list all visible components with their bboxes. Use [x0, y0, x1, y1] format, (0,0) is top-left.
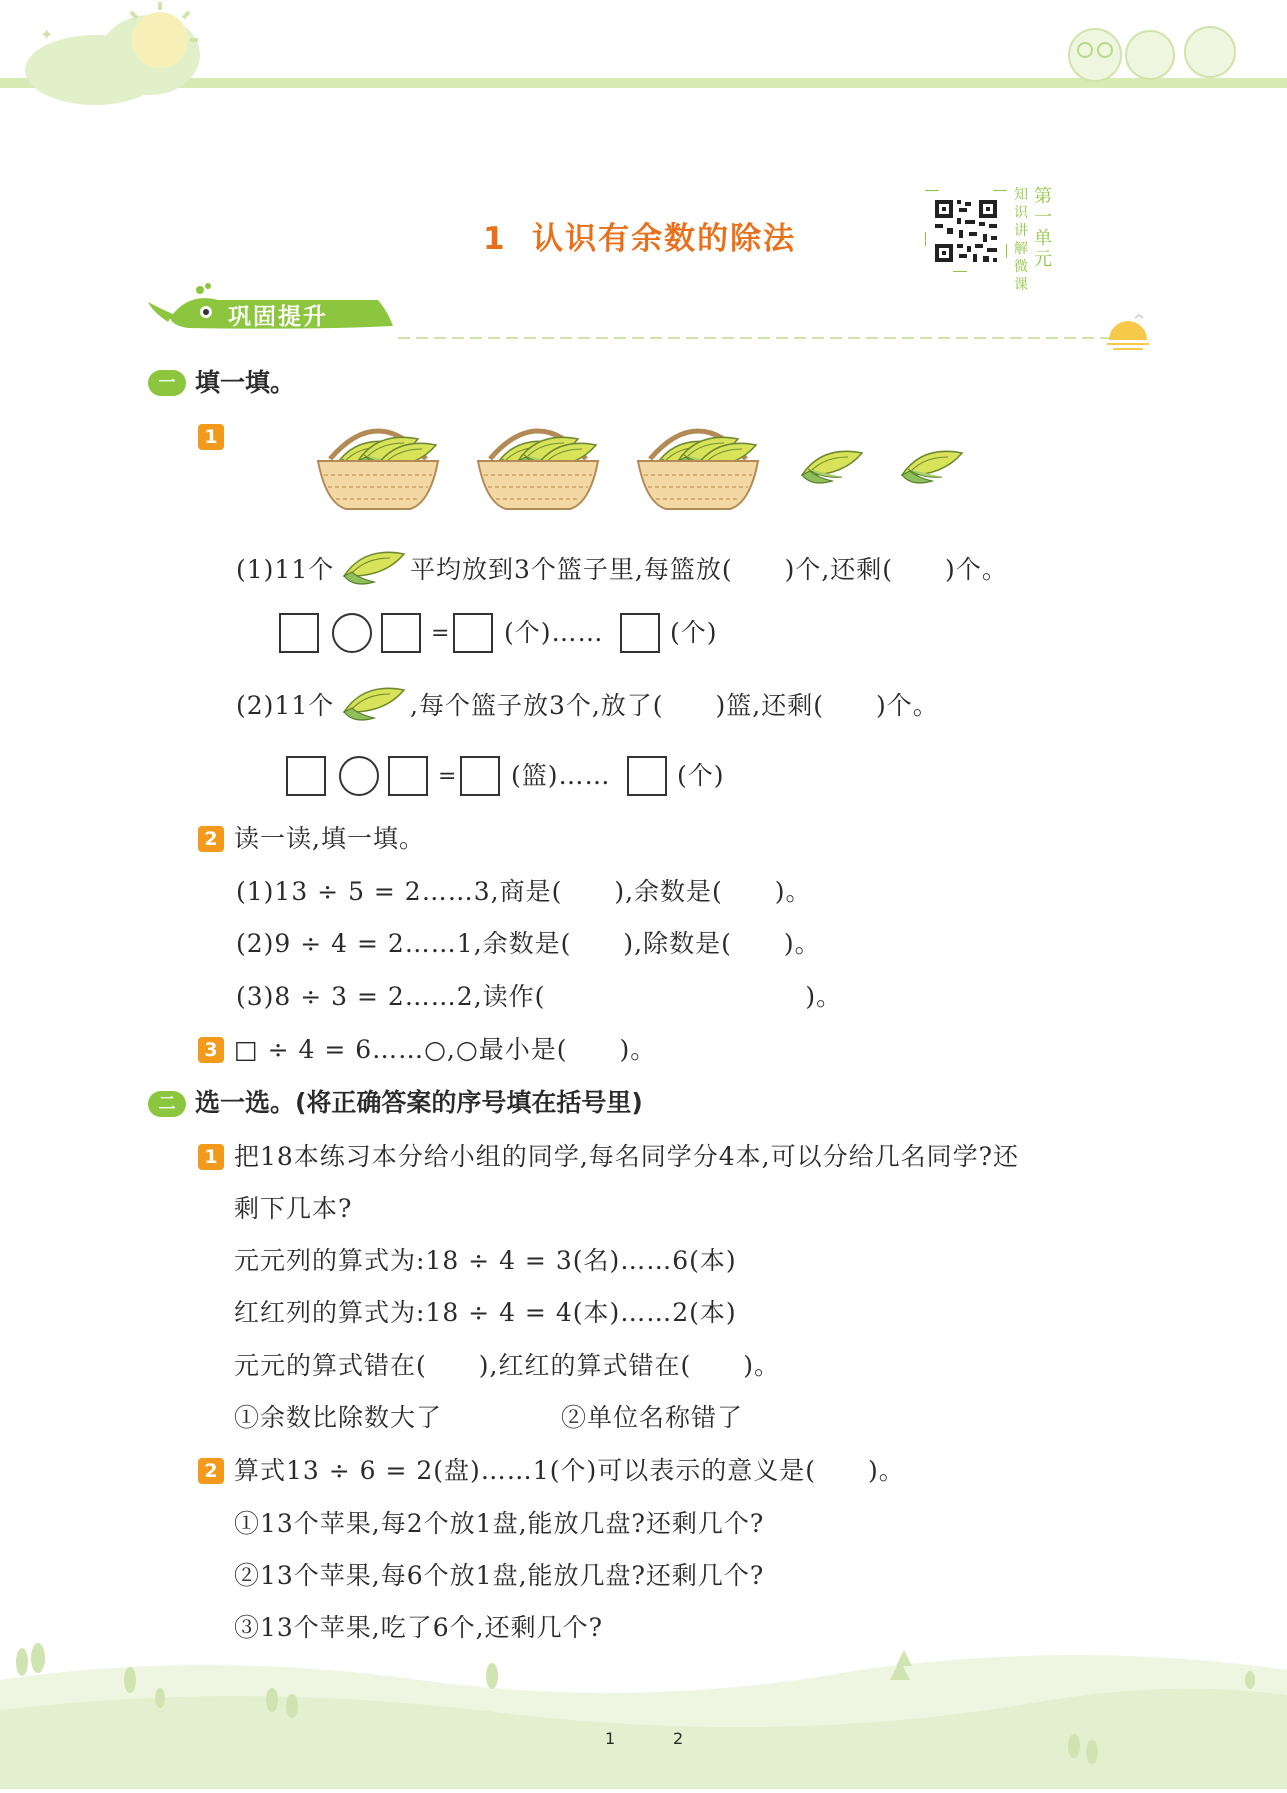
operator-circle[interactable] [339, 756, 379, 796]
page-title: 1 认识有余数的除法 [483, 221, 797, 257]
header-border [0, 0, 1287, 110]
s2q2-option: ②13个苹果,每6个放1盘,能放几盘?还剩几个? [234, 1561, 765, 1590]
question-badge: 2 [198, 1458, 224, 1484]
section-banner-label: 巩固提升 [228, 304, 328, 330]
q2-line: (1)13 ÷ 5 = 2……3,商是( ),余数是( )。 [236, 877, 812, 906]
s2q2-option: ③13个苹果,吃了6个,还剩几个? [234, 1613, 604, 1642]
q2-line: (3)8 ÷ 3 = 2……2,读作( )。 [236, 982, 843, 1011]
q1-part2-text: ,每个篮子放3个,放了( )篮,还剩( )个。 [410, 691, 939, 720]
micro-lesson-label: 知识讲解微课 [1014, 187, 1028, 293]
baskets-illustration [310, 415, 990, 515]
q2-title: 读一读,填一填。 [234, 824, 425, 853]
q3-text: □ ÷ 4 = 6……○,○最小是( )。 [234, 1035, 657, 1064]
answer-box[interactable] [627, 756, 667, 796]
q1-part1-prefix: (1)11个 [236, 555, 335, 584]
corn-icon [802, 451, 862, 483]
svg-text:✦: ✦ [40, 25, 54, 44]
answer-box[interactable] [620, 613, 660, 653]
page-number-left: 1 [605, 1729, 616, 1748]
corn-icon [902, 451, 962, 483]
footer-decoration [0, 1640, 1287, 1789]
q1-part1-text: 平均放到3个篮子里,每篮放( )个,还剩( )个。 [410, 555, 1008, 584]
unit-label: (个)…… [504, 618, 604, 647]
section1-title: 填一填。 [195, 368, 296, 397]
top-decoration [0, 0, 1287, 110]
basket-icon [478, 431, 598, 509]
section-banner [148, 282, 1148, 342]
answer-box[interactable] [279, 613, 319, 653]
corn-icon [342, 540, 408, 592]
basket-icon [638, 431, 758, 509]
unit-label: 第一单元 [1034, 186, 1052, 270]
section1-badge: 一 [148, 370, 186, 396]
s2q1-line: 元元的算式错在( ),红红的算式错在( )。 [234, 1351, 780, 1380]
s2q2-option: ①13个苹果,每2个放1盘,能放几盘?还剩几个? [234, 1509, 765, 1538]
section2-title: 选一选。(将正确答案的序号填在括号里) [195, 1088, 643, 1117]
equals-sign: = [431, 621, 450, 646]
qr-code-icon [925, 190, 1007, 272]
unit-label: (个) [670, 618, 718, 647]
section2-badge: 二 [148, 1091, 186, 1117]
s2q1-option: ②单位名称错了 [561, 1403, 744, 1432]
question-badge: 3 [198, 1037, 224, 1063]
s2q1-line: 把18本练习本分给小组的同学,每名同学分4本,可以分给几名同学?还 [234, 1142, 1020, 1171]
s2q1-option: ①余数比除数大了 [234, 1403, 443, 1432]
question-badge: 1 [198, 424, 224, 450]
answer-box[interactable] [460, 756, 500, 796]
answer-box[interactable] [286, 756, 326, 796]
q2-line: (2)9 ÷ 4 = 2……1,余数是( ),除数是( )。 [236, 929, 821, 958]
basket-icon [318, 431, 438, 509]
sun-icon [1105, 312, 1151, 352]
s2q1-line: 红红列的算式为:18 ÷ 4 = 4(本)……2(本) [234, 1298, 737, 1327]
equals-sign: = [438, 764, 457, 789]
answer-box[interactable] [381, 613, 421, 653]
unit-label: (篮)…… [511, 761, 611, 790]
question-badge: 1 [198, 1144, 224, 1170]
s2q1-line: 剩下几本? [234, 1194, 353, 1223]
answer-box[interactable] [453, 613, 493, 653]
answer-box[interactable] [388, 756, 428, 796]
unit-label: (个) [677, 761, 725, 790]
corn-icon [342, 676, 408, 728]
operator-circle[interactable] [332, 613, 372, 653]
s2q2-line: 算式13 ÷ 6 = 2(盘)……1(个)可以表示的意义是( )。 [234, 1456, 905, 1485]
page-number-right: 2 [673, 1729, 684, 1748]
s2q1-line: 元元列的算式为:18 ÷ 4 = 3(名)……6(本) [234, 1246, 737, 1275]
question-badge: 2 [198, 826, 224, 852]
q1-part2-prefix: (2)11个 [236, 691, 335, 720]
